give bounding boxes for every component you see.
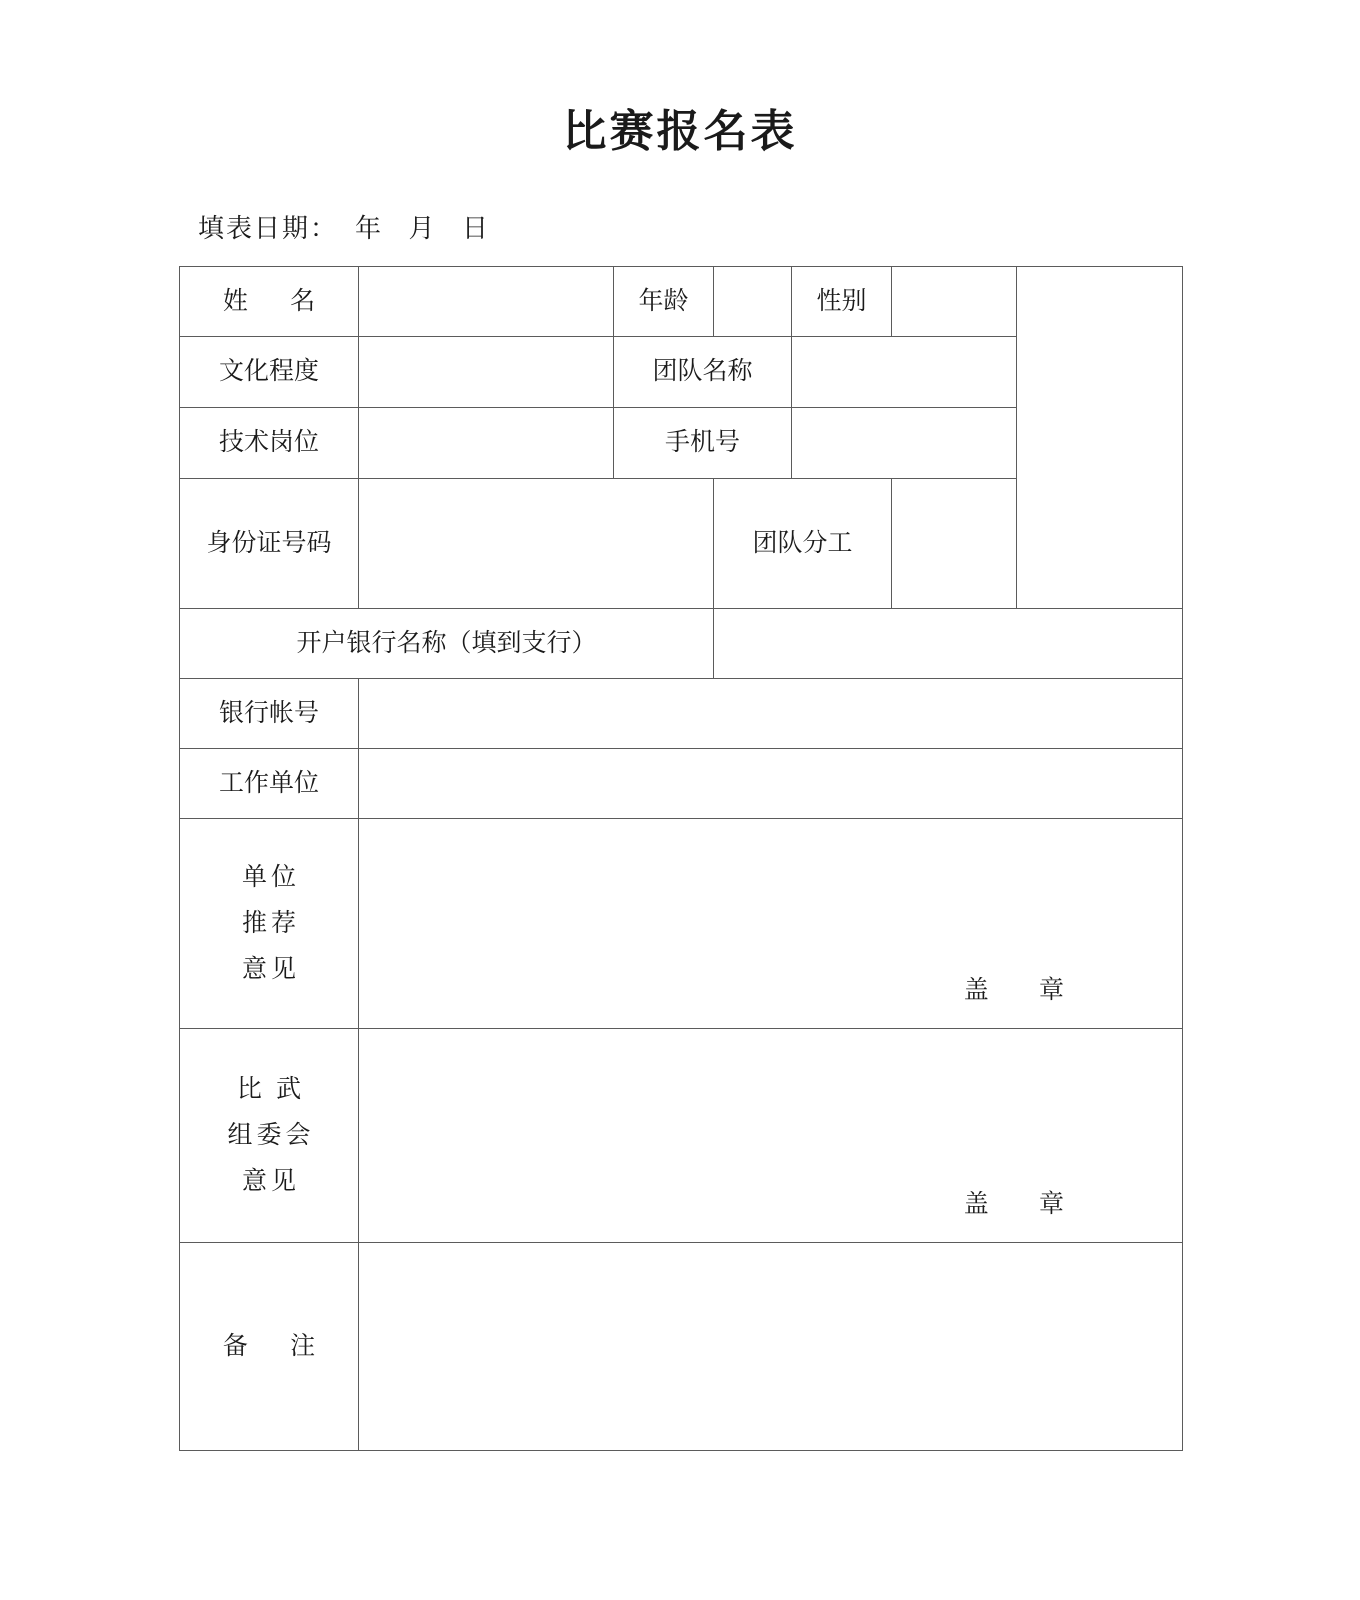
field-team-role[interactable]: [892, 479, 1017, 609]
label-name: 姓 名: [180, 267, 359, 337]
label-bank-account: 银行帐号: [180, 679, 359, 749]
table-row-committee-opinion: [180, 1029, 1183, 1243]
field-gender[interactable]: [892, 267, 1017, 337]
label-team-name: 团队名称: [614, 337, 792, 408]
label-bank-name: 开户银行名称（填到支行）: [180, 609, 714, 679]
label-work-unit: 工作单位: [180, 749, 359, 819]
field-unit-opinion[interactable]: [359, 819, 1183, 1029]
label-committee-opinion-line1: 比 武: [236, 1075, 306, 1103]
registration-form-table: [179, 266, 1183, 1451]
label-age: 年龄: [614, 267, 714, 337]
label-tech-post: 技术岗位: [180, 408, 359, 479]
field-tech-post[interactable]: [359, 408, 614, 479]
label-unit-opinion-line3: 意见: [241, 955, 300, 983]
table-row-name: [180, 267, 1183, 337]
label-unit-opinion-line2: 推荐: [241, 909, 300, 937]
label-unit-opinion: [180, 819, 359, 1029]
table-row-unit-opinion: [180, 819, 1183, 1029]
unit-opinion-seal-label: 盖 章: [963, 977, 1086, 1004]
label-committee-opinion-line2: 组委会: [227, 1121, 315, 1149]
field-id-number[interactable]: [359, 479, 714, 609]
field-remarks[interactable]: [359, 1243, 1183, 1451]
field-mobile[interactable]: [792, 408, 1017, 479]
label-unit-opinion-line1: 单位: [241, 863, 300, 891]
field-name[interactable]: [359, 267, 614, 337]
label-education: 文化程度: [180, 337, 359, 408]
label-committee-opinion: [180, 1029, 359, 1243]
fill-date-line: 填表日期： 年 月 日: [198, 214, 491, 243]
label-id-number: 身份证号码: [180, 479, 359, 609]
table-row-remarks: [180, 1243, 1183, 1451]
label-committee-opinion-line3: 意见: [241, 1167, 300, 1195]
field-age[interactable]: [714, 267, 792, 337]
label-gender: 性别: [792, 267, 892, 337]
label-mobile: 手机号: [614, 408, 792, 479]
table-row-work-unit: [180, 749, 1183, 819]
field-team-name[interactable]: [792, 337, 1017, 408]
field-education[interactable]: [359, 337, 614, 408]
field-photo[interactable]: [1017, 267, 1183, 609]
field-work-unit[interactable]: [359, 749, 1183, 819]
label-remarks: 备 注: [180, 1243, 359, 1451]
page-title: 比赛报名表: [562, 107, 798, 156]
field-committee-opinion[interactable]: [359, 1029, 1183, 1243]
label-team-role: 团队分工: [714, 479, 892, 609]
table-row-bank-account: [180, 679, 1183, 749]
committee-opinion-seal-label: 盖 章: [963, 1191, 1086, 1218]
table-row-bank-name: [180, 609, 1183, 679]
field-bank-name[interactable]: [714, 609, 1183, 679]
field-bank-account[interactable]: [359, 679, 1183, 749]
